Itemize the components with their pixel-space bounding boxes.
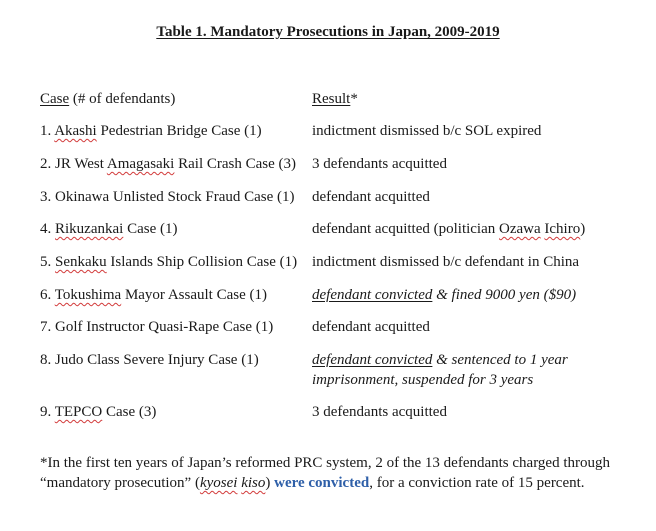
- case-header-label: Case: [40, 91, 70, 107]
- footnote-text: ): [265, 475, 275, 491]
- result-cell-1: indictment dismissed b/c SOL expired: [312, 123, 542, 139]
- japanese-term: kiso: [241, 475, 266, 491]
- case-suffix: Case (3): [102, 404, 157, 420]
- result-header-asterisk: *: [350, 91, 358, 107]
- result-cell-8: [312, 350, 602, 390]
- case-cell-5: [40, 252, 297, 272]
- table-title: Table 1. Mandatory Prosecutions in Japan, 2009-2019: [156, 24, 500, 40]
- politician-given-name: Ichiro: [544, 221, 581, 237]
- result-cell-7: defendant acquitted: [312, 319, 430, 335]
- case-prefix: 9.: [40, 404, 55, 420]
- case-name-spellcheck: TEPCO: [54, 404, 103, 420]
- case-cell-4: [40, 219, 177, 239]
- case-name-spellcheck: Akashi: [54, 123, 97, 139]
- case-name-spellcheck: Tokushima: [54, 287, 122, 303]
- result-cell-6: [312, 285, 576, 305]
- result-cell-5: indictment dismissed b/c defendant in China: [312, 254, 580, 270]
- case-prefix: 6.: [40, 287, 55, 303]
- case-column-header: [40, 89, 175, 109]
- result-suffix: ): [580, 221, 586, 237]
- japanese-term: kyosei: [199, 475, 238, 491]
- case-prefix: 5.: [40, 254, 55, 270]
- case-name-spellcheck: Senkaku: [55, 254, 107, 270]
- case-cell-9: [40, 402, 156, 422]
- case-cell-6: [40, 285, 267, 305]
- case-cell-2: [40, 154, 296, 174]
- result-cell-9: 3 defendants acquitted: [312, 404, 447, 420]
- conviction-emphasis: defendant convicted: [312, 287, 433, 303]
- case-cell-3: 3. Okinawa Unlisted Stock Fraud Case (1): [40, 189, 295, 205]
- result-detail: & fined 9000 yen ($90): [432, 287, 577, 303]
- result-prefix: defendant acquitted (politician: [312, 221, 500, 237]
- result-cell-3: defendant acquitted: [312, 189, 430, 205]
- case-prefix: 2. JR West: [40, 156, 107, 172]
- case-name-spellcheck: Rikuzankai: [55, 221, 124, 237]
- result-detail: & sentenced to 1 year imprisonment, suspended for 3 years: [312, 352, 568, 388]
- result-cell-2: 3 defendants acquitted: [312, 156, 447, 172]
- footnote: [40, 453, 630, 493]
- politician-surname: Ozawa: [499, 221, 541, 237]
- result-cell-4: [312, 219, 585, 239]
- case-cell-8: 8. Judo Class Severe Injury Case (1): [40, 352, 259, 368]
- footnote-text: *In the first ten years of Japan’s reformed PRC system, 2 of the 13 defendants charged through “mandatory prosecution” (: [40, 455, 610, 491]
- highlighted-phrase: were convicted: [274, 475, 370, 491]
- result-header-label: Result: [312, 91, 351, 107]
- case-suffix: Islands Ship Collision Case (1): [106, 254, 298, 270]
- case-cell-1: [40, 121, 262, 141]
- result-column-header: [312, 89, 358, 109]
- case-name-spellcheck: Amagasaki: [106, 156, 175, 172]
- case-prefix: 4.: [40, 221, 55, 237]
- case-suffix: Pedestrian Bridge Case (1): [96, 123, 262, 139]
- case-suffix: Mayor Assault Case (1): [121, 287, 267, 303]
- case-prefix: 1.: [40, 123, 55, 139]
- case-header-suffix: (# of defendants): [69, 91, 176, 107]
- case-cell-7: 7. Golf Instructor Quasi-Rape Case (1): [40, 319, 274, 335]
- conviction-emphasis: defendant convicted: [312, 352, 433, 368]
- case-suffix: Case (1): [123, 221, 178, 237]
- footnote-text: , for a conviction rate of 15 percent.: [369, 475, 585, 491]
- case-suffix: Rail Crash Case (3): [174, 156, 296, 172]
